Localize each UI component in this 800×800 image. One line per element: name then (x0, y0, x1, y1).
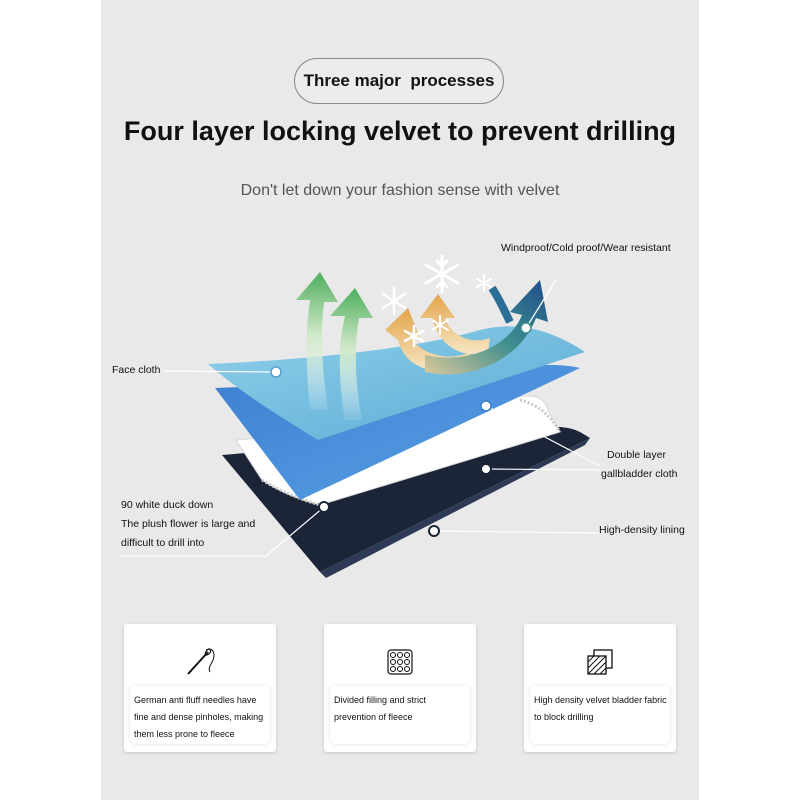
feature-text-box (530, 686, 670, 744)
callout-windproof: Windproof/Cold proof/Wear resistant (501, 242, 671, 254)
feature-text-box (330, 686, 470, 744)
callout-double-layer-1: Double layer (607, 449, 666, 461)
feature-text: German anti fluff needles have fine and dense pinholes, making them less prone to fleece (134, 695, 264, 739)
feature-card (124, 624, 276, 752)
callout-duck-down-2: The plush flower is large and (121, 518, 256, 530)
feature-card (524, 624, 676, 752)
feature-card (324, 624, 476, 752)
fabric-layers-icon (580, 642, 620, 682)
callout-lining: High-density lining (599, 524, 685, 536)
quilted-grid-icon (380, 642, 420, 682)
needle-icon (180, 642, 220, 682)
callout-face-cloth: Face cloth (112, 364, 161, 376)
page-title: Four layer locking velvet to prevent drilling (123, 116, 677, 146)
process-badge: Three major processes (294, 58, 504, 104)
callout-duck-down-3: difficult to drill into (121, 537, 205, 549)
feature-text: Divided filling and strict prevention of fleece (334, 695, 427, 722)
page-subtitle: Don't let down your fashion sense with velvet (240, 182, 560, 199)
callout-duck-down-1: 90 white duck down (121, 499, 214, 511)
feature-text: High density velvet bladder fabric to block drilling (534, 695, 667, 722)
feature-text-box (130, 686, 270, 744)
callout-double-layer-2: gallbladder cloth (601, 468, 678, 480)
